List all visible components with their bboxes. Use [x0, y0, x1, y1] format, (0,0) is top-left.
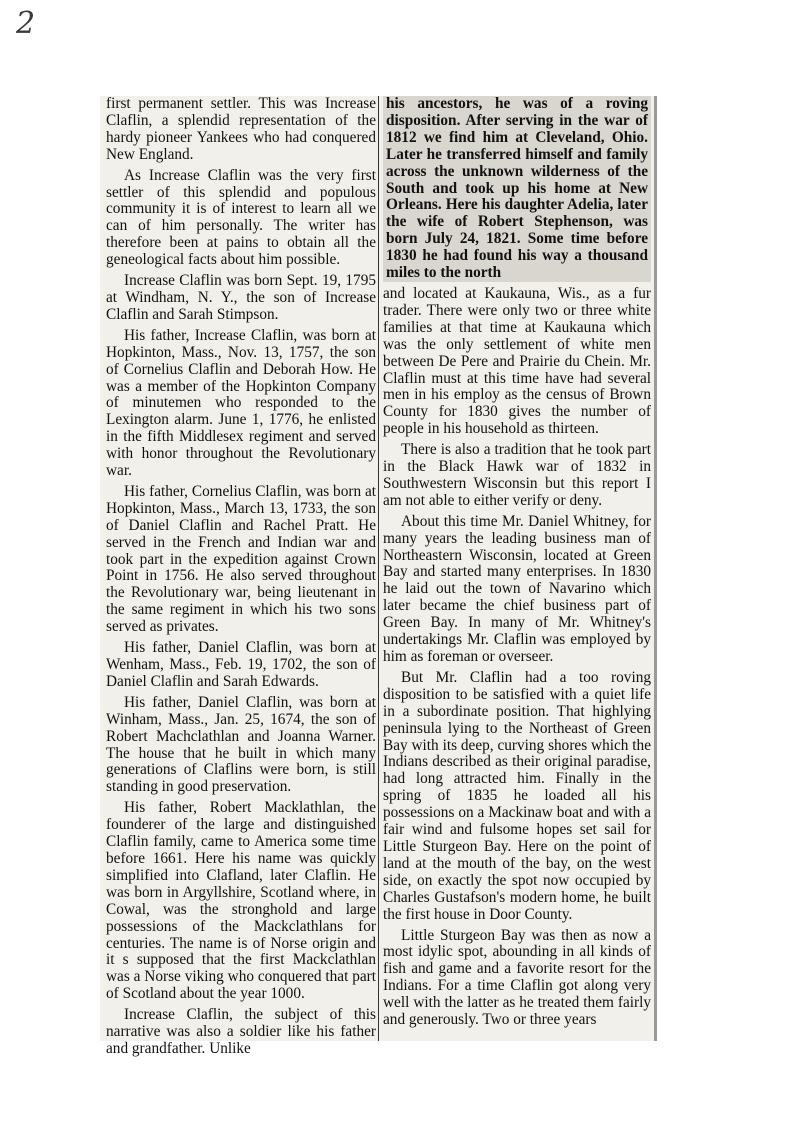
- paragraph: Little Sturgeon Bay was then as now a most idylic spot, abounding in all kinds of fish and game and a favorite resort for the Indians. For a time Claflin got along very well with the latter as he treated them fairly and generously. Two or three years: [383, 926, 651, 1029]
- paragraph: As Increase Claflin was the very first settler of this splendid and populous community it is of interest to learn all we can of him personally. The writer has therefore been at pains to obtain all the geneological facts about him possible.: [106, 166, 376, 269]
- article-left-column: [106, 96, 376, 1062]
- paragraph: first permanent settler. This was Increase Claflin, a splendid representation of the hardy pioneer Yankees who had conquered New England.: [106, 95, 376, 163]
- clipping-edge: [654, 96, 657, 1041]
- column-rule: [378, 96, 379, 1041]
- article-right-column: [383, 96, 651, 1033]
- paragraph: Increase Claflin, the subject of this narrative was also a soldier like his father and grandfather. Unlike: [106, 1006, 376, 1057]
- paragraph: But Mr. Claflin had a too roving disposition to be satisfied with a quiet life in a subordinate position. That highlying peninsula lying to the Northeast of Green Bay with its deep, curving shores which the Indians described as their original paradise, had long attracted him. Finally in the spring of 1835 he loaded all his possessions on a Mackinaw boat and with a fair wind and fulsome hopes set sail for Little Sturgeon Bay. Here on the point of land at the mouth of the bay, on the west side, on exactly the spot now occupied by Charles Gustafson's modern home, he built the first house in Door County.: [383, 668, 651, 923]
- paragraph: and located at Kaukauna, Wis., as a fur trader. There were only two or three white families at that time at Kaukauna which was the only settlement of white men between De Pere and Prairie du Chein. Mr. Claflin must at this time have had several men in his employ as the census of Brown County for 1830 gives the number of people in his household as thirteen.: [383, 284, 651, 438]
- paragraph: His father, Robert Macklathlan, the founderer of the large and distinguished Claflin family, came to America some time before 1661. Here his name was quickly simplified into Clafland, later Claflin. He was born in Argyllshire, Scotland where, in Cowal, was the stronghold and large possessions of the Mackclathlans for centuries. The name is of Norse origin and it s supposed that the first Mackclathlan was a Norse viking who conquered that part of Scotland about the year 1000.: [106, 799, 376, 1003]
- page-number: 2: [16, 6, 36, 41]
- highlighted-paragraph: his ancestors, he was of a roving disposition. After serving in the war of 1812 we find him at Cleveland, Ohio. Later he transferred himself and family across the unknown wilderness of the South and took up his home at New Orleans. Here his daughter Adelia, later the wife of Robert Stephenson, was born July 24, 1821. Some time before 1830 he had found his way a thousand miles to the north: [383, 96, 651, 282]
- paragraph: His father, Daniel Claflin, was born at Winham, Mass., Jan. 25, 1674, the son of Robert Machclathlan and Joanna Warner. The house that he built in which many generations of Claflins were born, is still standing in good preservation.: [106, 693, 376, 796]
- paragraph: His father, Cornelius Claflin, was born at Hopkinton, Mass., March 13, 1733, the son of Daniel Claflin and Rachel Pratt. He served in the French and Indian war and took part in the expedition against Crown Point in 1756. He also served throughout the Revolutionary war, being lieutenant in the same regiment in which his two sons served as privates.: [106, 482, 376, 636]
- paragraph: There is also a tradition that he took part in the Black Hawk war of 1832 in Southwestern Wisconsin but this report I am not able to either verify or deny.: [383, 441, 651, 509]
- paragraph: His father, Daniel Claflin, was born at Wenham, Mass., Feb. 19, 1702, the son of Daniel Claflin and Sarah Edwards.: [106, 639, 376, 690]
- paragraph: About this time Mr. Daniel Whitney, for many years the leading business man of Northeastern Wisconsin, located at Green Bay and started many enterprises. In 1830 he laid out the town of Navarino which later became the chief business part of Green Bay. In many of Mr. Whitney's undertakings Mr. Claflin was employed by him as foreman or overseer.: [383, 512, 651, 665]
- paragraph: Increase Claflin was born Sept. 19, 1795 at Windham, N. Y., the son of Increase Claflin and Sarah Stimpson.: [106, 272, 376, 323]
- paragraph: His father, Increase Claflin, was born at Hopkinton, Mass., Nov. 13, 1757, the son of Cornelius Claflin and Deborah How. He was a member of the Hopkinton Company of minutemen who responded to the Lexington alarm. June 1, 1776, he enlisted in the fifth Middlesex regiment and served with honor throughout the Revolutionary war.: [106, 326, 376, 480]
